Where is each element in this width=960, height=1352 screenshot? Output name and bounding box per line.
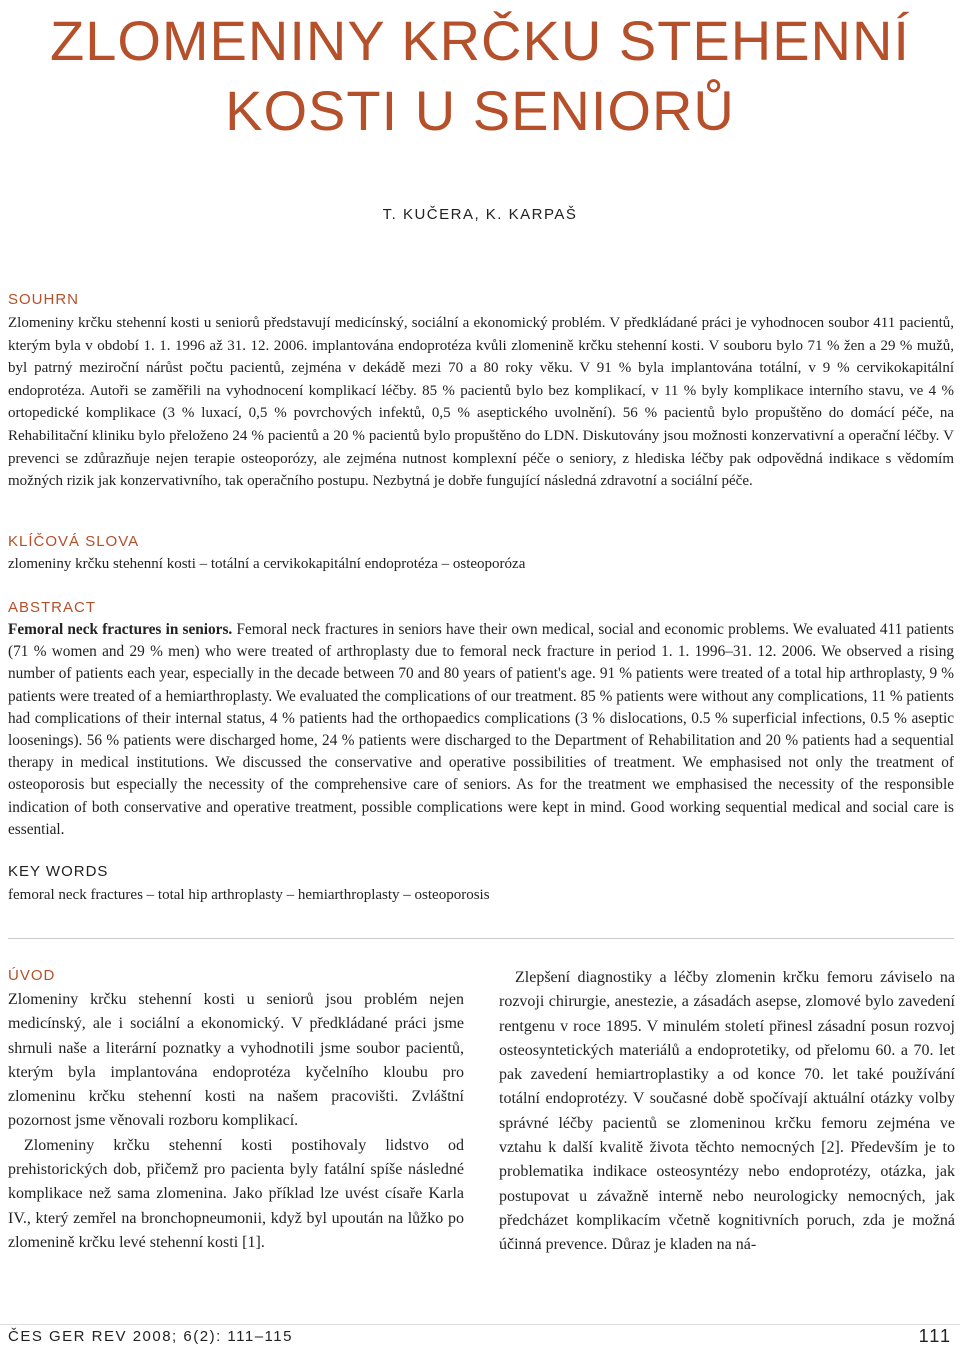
- uvod-paragraph-2: Zlomeniny krčku stehenní kosti postihovaly lidstvo od prehistorických dob, přičemž pro pacienta byly fatální spíše následné komplikace než sama zlomenina. Jako příklad lze uvést císaře Karla IV., který zemřel na bronchopneumonii, když byl upoután na lůžko po zlomenině krčku levé stehenní kosti [1].: [8, 1136, 464, 1251]
- klicova-slova-heading: KLÍČOVÁ SLOVA: [8, 533, 140, 550]
- uvod-paragraph-3: Zlepšení diagnostiky a léčby zlomenin krčku femoru záviselo na rozvoji chirurgie, anestezie, a zásadách asepse, zlomové bylo zavedení rentgenu v roce 1895. V minulém století přinesl zásadní posun rozvoj osteosyntetických materiálů a endoprotetiky, od přelomu 60. a 70. let pak zavedení hemiartroplastiky a od konce 70. let také používání totální endoprotézy. V současné době spočívají aktuální otázky volby správné léčby pacientů se zlomeninou krčku femoru zejména ve vztahu k další kvalitě života těchto nemocných [2]. Především je to problematika indikace osteosyntézy nebo endoprotézy, otázka, jak postupovat u závažně interně nebo neurologicky nemocných, jak předcházet komplikacím včetně kognitivních poruch, zda je možná účinná prevence. Důraz je kladen na ná-: [499, 969, 955, 1254]
- uvod-heading: ÚVOD: [8, 967, 56, 984]
- article-authors: T. KUČERA, K. KARPAŠ: [382, 206, 578, 223]
- article-title-line1: ZLOMENINY KRČKU STEHENNÍ: [50, 9, 910, 72]
- article-title-line2: KOSTI U SENIORŮ: [225, 79, 735, 142]
- abstract-body: Femoral neck fractures in seniors have their own medical, social and economic problems. We evaluated 411 patients (71 % women and 29 % men) who were treated of arthroplasty due to femoral neck fracture in period 1. 1. 1996–31. 12. 2006. We observed a rising number of patients each year, especially in the decade between 70 and 80 years of patient's age. 91 % patients were treated of a total hip arthroplasty, 9 % patients were treated of a hemiarthroplasty. We evaluated the complications of our treatment. 85 % patients were without any complications, 11 % patients had complications of their internal status, 4 % patients had the orthopaedics complications (3 % dislocations, 0.5 % superficial infections, 0.5 % aseptic loosenings). 56 % patients were discharged home, 24 % patients were discharged to the Department of Rehabilitation and 20 % patients had a sequential therapy in medical institutions. We discussed the conservative and operative possibilities of treatment. We emphasised not only the treatment of osteoporosis but especially the necessity of the comprehensive care of seniors. As for the treatment we emphasised the necessity of the responsible indication of both conservative and operative treatment, possible complications were kept in mind. Good working sequential medical and social care is essential.: [8, 621, 954, 838]
- abstract-text: [8, 619, 954, 841]
- column-right: [499, 966, 955, 1258]
- section-divider: [8, 938, 954, 939]
- souhrn-text: Zlomeniny krčku stehenní kosti u seniorů představují medicínský, sociální a ekonomický problém. V předkládané práci je vyhodnocen soubor 411 pacientů, kterým byla v období 1. 1. 1996 až 31. 12. 2006. implantována endoprotéza kvůli zlomenině krčku stehenní kosti. V souboru bylo 71 % žen a 29 % mužů, byl patrný meziroční nárůst počtu pacientů, zejména v dekádě mezi 70 a 80 roky věku. V 91 % byla implantována totální, v 9 % cervikokapitální endoprotéza. Autoři se zaměřili na vyhodnocení komplikací léčby. 85 % pacientů bylo bez komplikací, v 11 % byly komplikace interního stavu, ve 4 % ortopedické komplikace (3 % luxací, 0,5 % povrchových infektů, 0,5 % aseptického uvolnění). 56 % pacientů bylo propuštěno do domácí péče, na Rehabilitační kliniku bylo přeloženo 24 % pacientů a 20 % pacientů bylo propuštěno do LDN. Diskutovány jsou možnosti konzervativní a operační léčby. V prevenci se zdůrazňuje nejen terapie osteoporózy, ale zejména nutnost komplexní péče o seniory, z hlediska léčby pak odpovědná indikace s vědomím možných rizik jak konzervativního, tak operačního postupu. Nezbytná je dobře fungující následná zdravotní a sociální péče.: [8, 315, 954, 490]
- uvod-paragraph-1: Zlomeniny krčku stehenní kosti u seniorů jsou problém nejen medicínský, ale i sociální a ekonomický. V předkládané práci jsme shrnuli naše a literární poznatky a vyhodnotili jsme soubor pacientů, kterým byla implantována endoprotéza kyčelního kloubu pro zlomeninu krčku stehenní kosti na našem pracovišti. Zvláštní pozornost jsme věnovali rozboru komplikací.: [8, 991, 464, 1130]
- key-words-heading: KEY WORDS: [8, 863, 109, 880]
- abstract-heading: ABSTRACT: [8, 599, 97, 616]
- klicova-slova-text: zlomeniny krčku stehenní kosti – totální a cervikokapitální endoprotéza – osteoporóza: [8, 556, 526, 572]
- page-number: 111: [918, 1326, 952, 1346]
- article-title: [0, 6, 960, 146]
- journal-citation: ČES GER REV 2008; 6(2): 111–115: [8, 1328, 293, 1345]
- souhrn-heading: SOUHRN: [8, 291, 80, 308]
- key-words-text: femoral neck fractures – total hip arthroplasty – hemiarthroplasty – osteoporosis: [8, 887, 490, 903]
- footer-divider: [0, 1324, 960, 1325]
- column-left: [8, 988, 464, 1255]
- abstract-title-lead: Femoral neck fractures in seniors.: [8, 621, 233, 638]
